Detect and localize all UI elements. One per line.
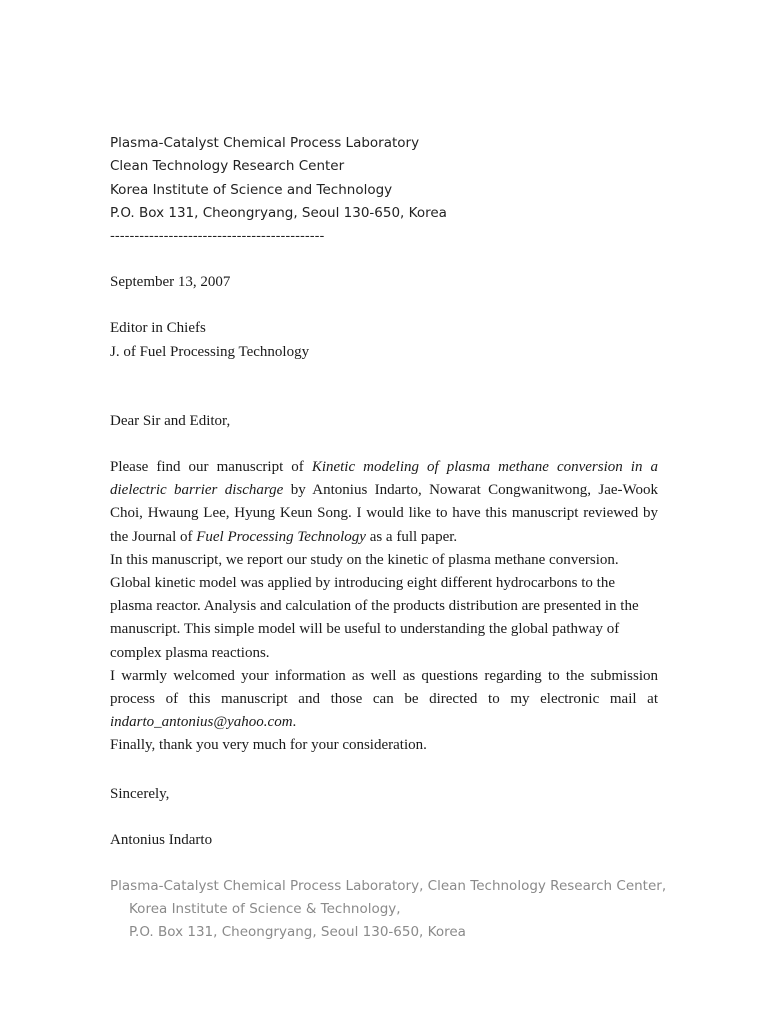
email-address: indarto_antonius@yahoo.com <box>110 714 293 731</box>
closing: Sincerely, <box>110 786 170 802</box>
letterhead-institute: Korea Institute of Science and Technology <box>110 181 393 198</box>
letterhead-lab: Plasma-Catalyst Chemical Process Laboratory <box>110 135 420 151</box>
body-paragraph-4: Finally, thank you very much for your consideration. <box>110 737 427 754</box>
letterhead-center: Clean Technology Research Center <box>110 158 345 175</box>
letterhead-address: P.O. Box 131, Cheongryang, Seoul 130-650, Korea <box>110 204 447 221</box>
body-paragraph-3 <box>110 665 658 735</box>
journal-name: Fuel Processing Technology <box>196 528 366 545</box>
letter-date: September 13, 2007 <box>110 274 231 290</box>
body-p3-text-a: I warmly welcomed your information as well as questions regarding to the submission process of this manuscript and those can be directed to my electronic mail at <box>110 667 658 708</box>
letterhead <box>110 132 447 248</box>
letter-body <box>110 456 658 758</box>
recipient-block <box>110 317 309 364</box>
salutation: Dear Sir and Editor, <box>110 413 231 429</box>
body-p1-text-a: Please find our manuscript of <box>110 459 312 475</box>
body-paragraph-1 <box>110 456 658 549</box>
signature-name: Antonius Indarto <box>110 832 213 848</box>
letterhead-separator: -------------------------------------------- <box>110 228 325 245</box>
footer-line-3: P.O. Box 131, Cheongryang, Seoul 130-650, Korea <box>129 924 466 940</box>
body-paragraph-2: In this manuscript, we report our study on the kinetic of plasma methane conversion. Global kinetic model was applied by introducing eight different hydrocarbons to the plasma reactor. Analysis and calculation of the products distribution are presented in the manuscript. This simple model will be useful to understanding the global pathway of complex plasma reactions. <box>110 551 639 661</box>
footer-line-2: Korea Institute of Science & Technology, <box>129 901 401 917</box>
footer-line-1: Plasma-Catalyst Chemical Process Laboratory, Clean Technology Research Center, <box>110 878 667 894</box>
recipient-journal: J. of Fuel Processing Technology <box>110 343 310 360</box>
manuscript-title: Kinetic modeling of plasma methane conversion in a dielectric barrier discharge <box>110 459 659 499</box>
body-p1-text-c: as a full paper. <box>365 528 458 545</box>
body-p3-text-b: . <box>292 714 297 731</box>
recipient-title: Editor in Chiefs <box>110 320 206 336</box>
body-p1-text-b: by Antonius Indarto, Nowarat Congwanitwong, Jae-Wook Choi, Hwaung Lee, Hyung Keun Song. I would like to have this manuscript reviewed by the Journal of <box>110 482 659 545</box>
footer-address <box>110 875 666 944</box>
letter-page <box>110 0 667 1024</box>
